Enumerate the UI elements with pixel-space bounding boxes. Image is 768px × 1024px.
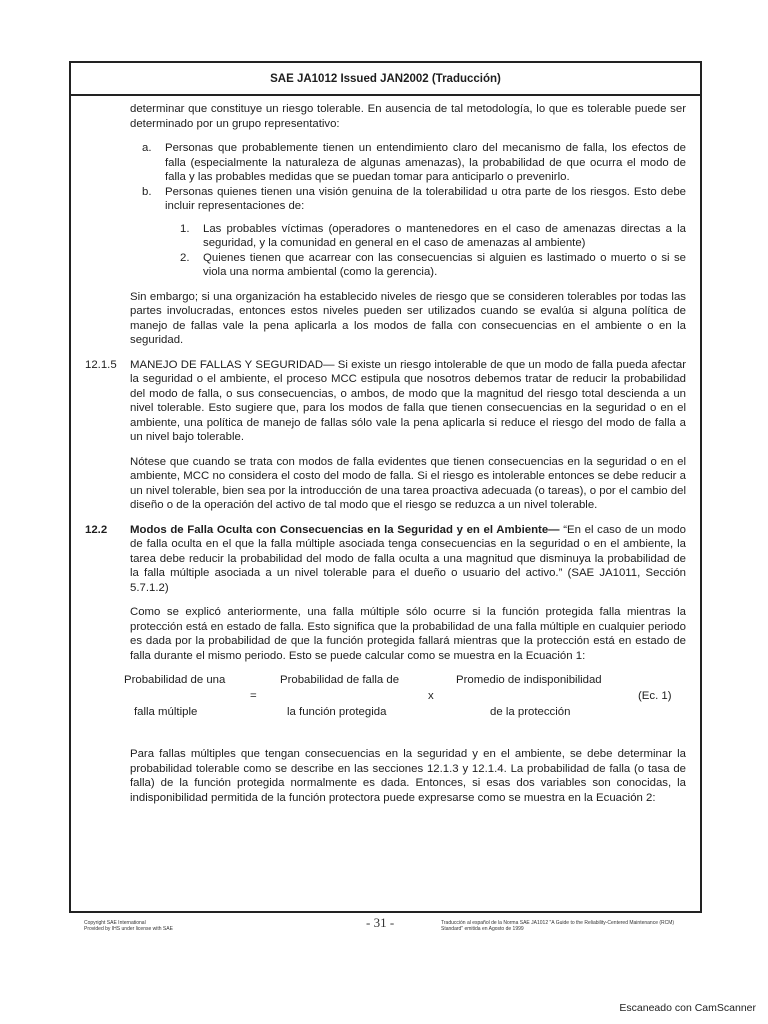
paragraph-como: Como se explicó anteriormente, una falla múltiple sólo ocurre si la función protegida falla mientras la protección está en estado de falla. Esto significa que la probabilidad de una falla múltiple en cualquier periodo es dada por la probabilidad de que la función protegida fallará mientras que la protección está en estado de falla durante el mismo periodo. Esto se puede calcular como se muestra en la Ecuación 1: bbox=[130, 606, 686, 662]
list-item-text: Las probables víctimas (operadores o mantenedores en el caso de amenazas directas a la seguridad, y la comunidad en general en el caso de amenazas al ambiente) bbox=[203, 222, 686, 249]
list-item-text: Personas que probablemente tienen un entendimiento claro del mecanismo de falla, los efectos de falla (especialmente la naturaleza de algunas amenazas), la probabilidad de que ocurra el modo de falla y las probables medidas que se puedan tomar para anticiparlo o prevenirlo. bbox=[165, 142, 686, 183]
paragraph-sin-embargo: Sin embargo; si una organización ha establecido niveles de riesgo que se consideren tolerables por todas las partes involucradas, entonces estos niveles pueden ser utilizados cuando se evalúa si alguna política de manejo de fallas vale la pena aplicarla a los modos de falla con consecuencias en el ambiente o en la seguridad. bbox=[130, 290, 686, 346]
equation-times: x bbox=[428, 690, 434, 702]
section-number: 12.1.5 bbox=[85, 358, 117, 371]
equation-label: (Ec. 1) bbox=[638, 690, 672, 702]
section-text: “En el caso de un modo de falla oculta en el que la falla múltiple asociada tenga consecuencias en la seguridad o en el ambiente, la tarea debe reducir la probabilidad del modo de falla oculta a una magnitud que disminuya la probabilidad de la falla múltiple asociada a un nivel tolerable para el dueño o usuario del activo.” (SAE JA1011, Sección 5.7.1.2) bbox=[130, 523, 686, 594]
equation-term-3-line-2: de la protección bbox=[490, 706, 571, 718]
list-marker: b. bbox=[142, 185, 152, 198]
equation-1 bbox=[124, 673, 686, 737]
section-number: 12.2 bbox=[85, 523, 108, 536]
paragraph-fallas: Para fallas múltiples que tengan consecuencias en la seguridad y en el ambiente, se debe determinar la probabilidad tolerable como se describe en las secciones 12.1.3 y 12.1.4. La probabilidad de falla (o tasa de falla) de la función protegida normalmente es dada. Entonces, si esas dos variables son conocidas, la indisponibilidad permitida de la función protectora puede expresarse como se muestra en la Ecuación 2: bbox=[130, 748, 686, 804]
equation-equals: = bbox=[250, 690, 257, 702]
equation-term-2-line-2: la función protegida bbox=[287, 706, 387, 718]
section-12-1-5 bbox=[71, 358, 686, 445]
section-text: MANEJO DE FALLAS Y SEGURIDAD— Si existe un riesgo intolerable de que un modo de falla pueda afectar la seguridad o el ambiente, el proceso MCC estipula que nosotros debemos tratar de reducir la probabilidad del modo de falla, o sus consecuencias, o ambos, de modo que la magnitud del riesgo total descienda a un nivel tolerable. Esto sugiere que, para los modos de falla que tienen consecuencias en la seguridad o en el ambiente, una política de manejo de fallas sólo vale la pena aplicarla si reduce el riesgo del modo de falla a un nivel bajo tolerable. bbox=[130, 358, 686, 443]
list-marker: a. bbox=[142, 142, 152, 154]
page-frame bbox=[69, 61, 702, 913]
equation-term-1-line-1: Probabilidad de una bbox=[124, 674, 226, 686]
page-number: - 31 - bbox=[366, 915, 395, 930]
list-item bbox=[180, 251, 686, 280]
list-item-text: Quienes tienen que acarrear con las consecuencias si alguien es lastimado o muerto o si se viola una norma ambiental (como la gerencia). bbox=[203, 251, 686, 278]
equation-term-1-line-2: falla múltiple bbox=[134, 706, 198, 718]
footer-copyright: Copyright SAE International Provided by IHS under license with SAE bbox=[84, 920, 173, 932]
section-body bbox=[130, 523, 686, 596]
section-title: Modos de Falla Oculta con Consecuencias en la Seguridad y en el Ambiente— bbox=[130, 523, 560, 536]
footer-translation-note: Traducción al español de la Norma SAE JA1012 "A Guide to the Reliability-Centered Maintenance (RCM) Standard" emitida en Agosto de 1999 bbox=[441, 920, 675, 932]
intro-paragraph: determinar que constituye un riesgo tolerable. En ausencia de tal metodología, lo que es tolerable puede ser determinado por un grupo representativo: bbox=[130, 103, 686, 130]
section-12-2 bbox=[71, 523, 686, 596]
equation-term-2-line-1: Probabilidad de falla de bbox=[280, 674, 400, 686]
list-item bbox=[142, 185, 686, 214]
document-header bbox=[71, 63, 700, 96]
list-item bbox=[142, 141, 686, 185]
scanner-watermark: Escaneado con CamScanner bbox=[619, 1002, 756, 1014]
equation-term-3-line-1: Promedio de indisponibilidad bbox=[456, 674, 602, 686]
document-body bbox=[71, 96, 700, 805]
numbered-list bbox=[180, 222, 686, 280]
list-item bbox=[180, 222, 686, 251]
list-marker: 2. bbox=[180, 251, 190, 264]
paragraph-notese: Nótese que cuando se trata con modos de falla evidentes que tienen consecuencias en la seguridad o en el ambiente, MCC no considera el costo del modo de falla. Si el riesgo es intolerable entonces se debe reducir a un nivel tolerable, bien sea por la introducción de una tarea proactiva adecuada (o tareas), o por el cambio del diseño o de la operación del activo de tal modo que el riesgo se reduzca a un nivel tolerable. bbox=[130, 455, 686, 511]
lettered-list bbox=[142, 141, 686, 214]
header-title: SAE JA1012 Issued JAN2002 (Traducción) bbox=[270, 72, 501, 85]
list-marker: 1. bbox=[180, 222, 190, 235]
list-item-text: Personas quienes tienen una visión genuina de la tolerabilidad u otra parte de los riesgos. Esto debe incluir representaciones de: bbox=[165, 185, 686, 212]
